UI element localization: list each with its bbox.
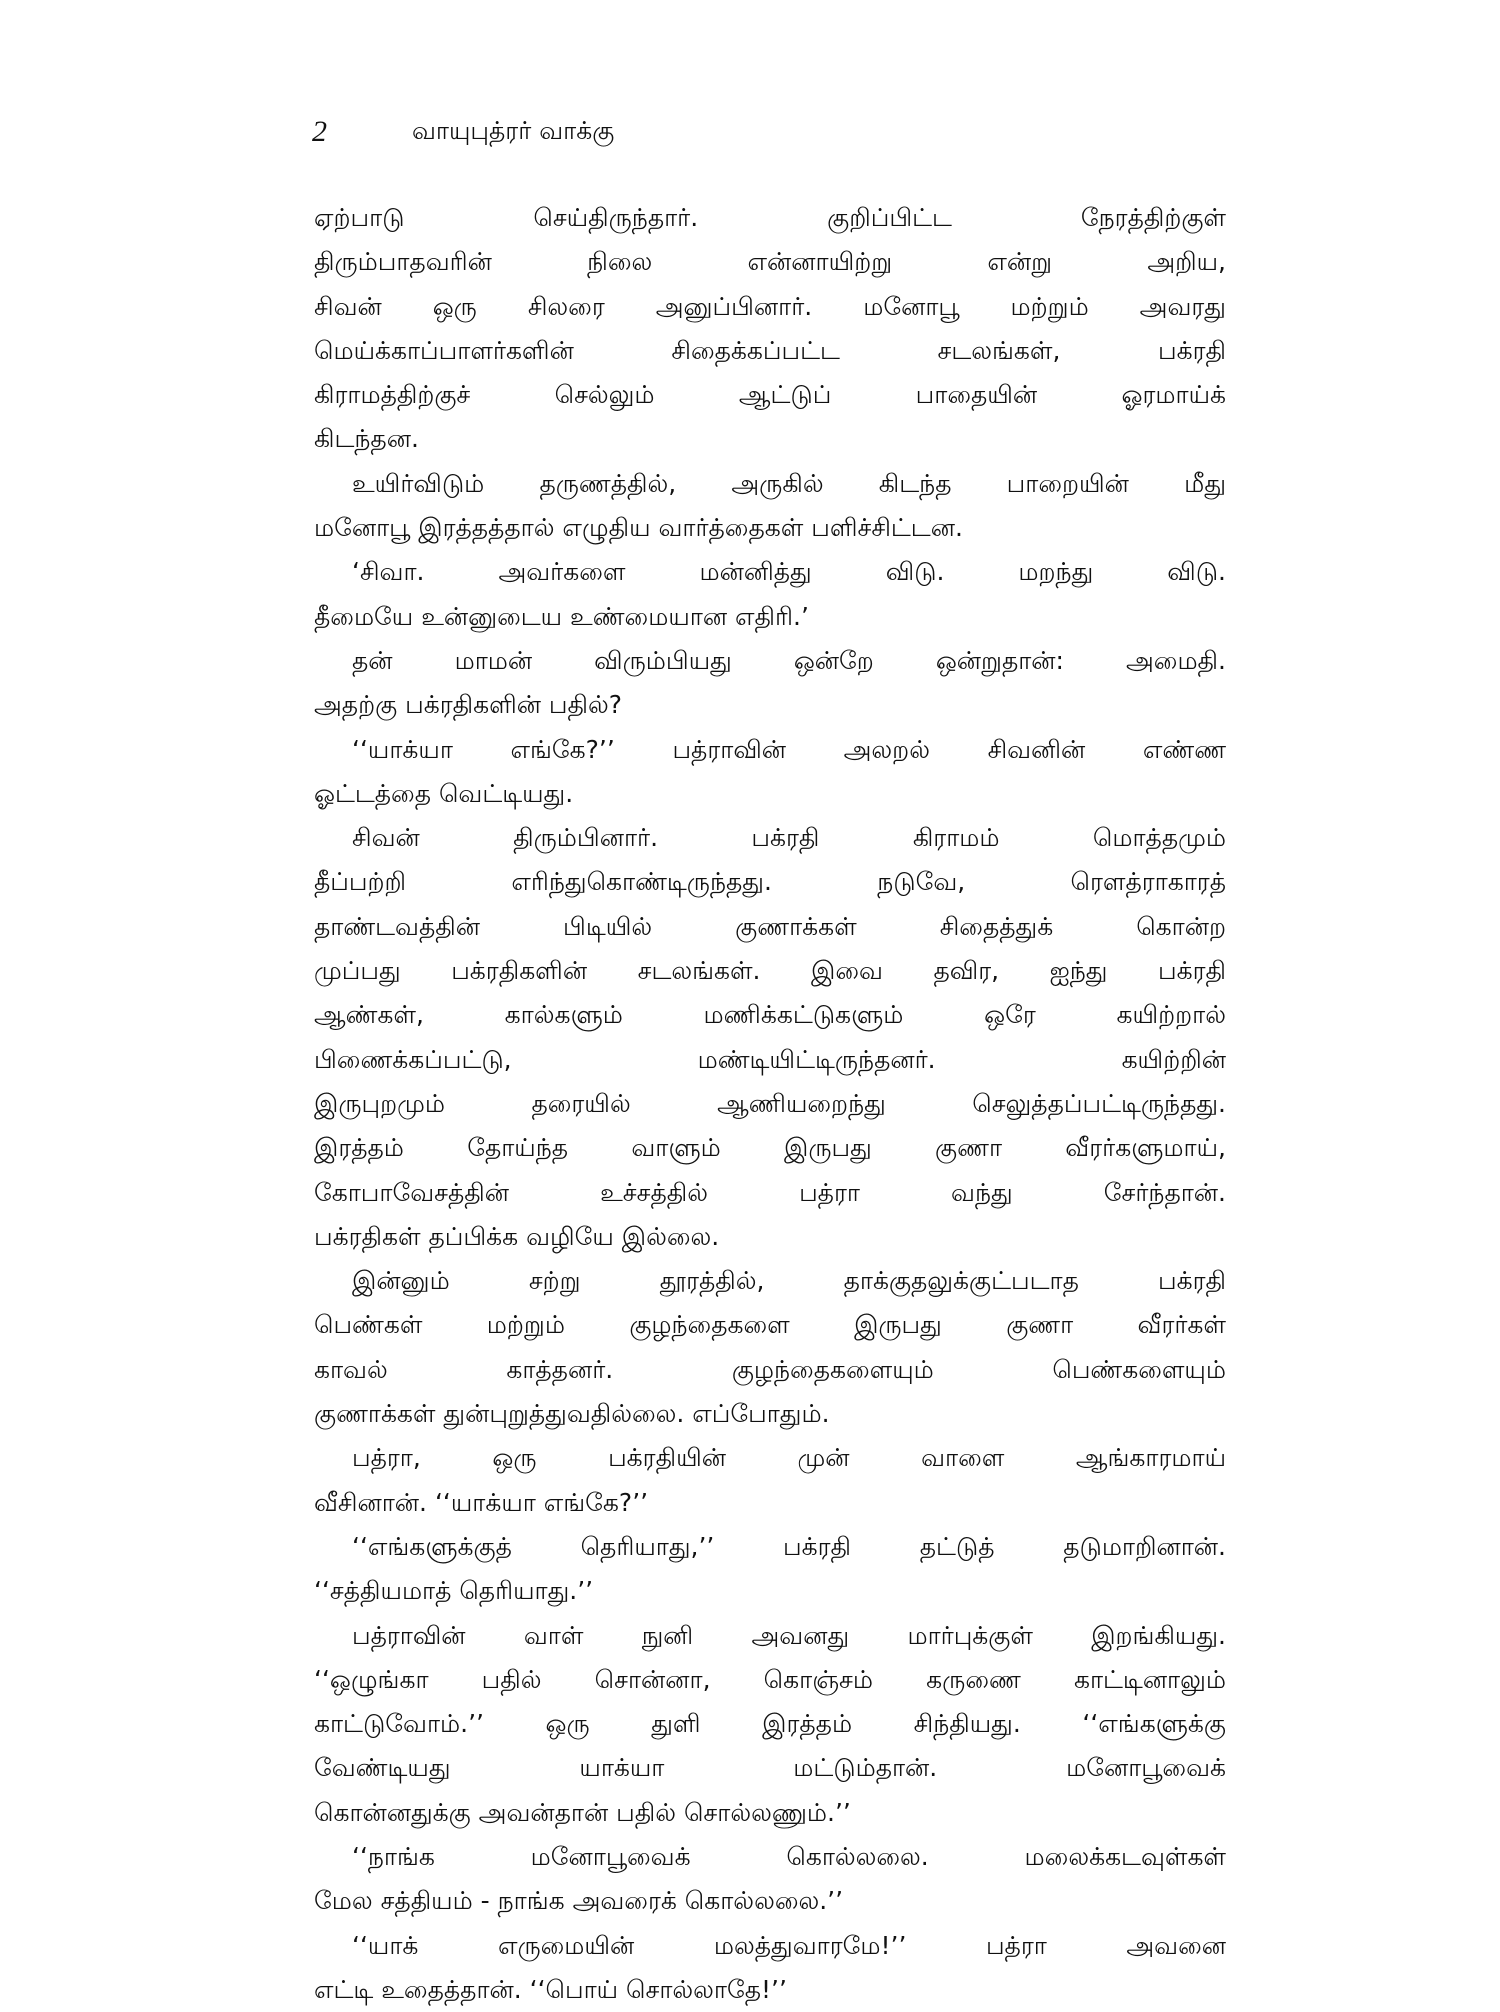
paragraph	[314, 728, 1226, 817]
text-line: கிடந்தன.	[314, 424, 419, 454]
text-line: ‘‘யாக் எருமையின் மலத்துவாரமே!’’ பத்ரா அவனை	[352, 1930, 1226, 1960]
paragraph	[314, 1525, 1226, 1614]
text-line: பத்ராவின் வாள் நுனி அவனது மார்புக்குள் இறங்கியது.	[352, 1620, 1226, 1650]
text-line: சிவன் திரும்பினார். பக்ரதி கிராமம் மொத்தமும்	[352, 823, 1226, 853]
text-line: கிராமத்திற்குச் செல்லும் ஆட்டுப் பாதையின் ஓரமாய்க்	[314, 380, 1226, 410]
text-line: தாண்டவத்தின் பிடியில் குணாக்கள் சிதைத்துக் கொன்ற	[314, 911, 1226, 941]
text-line: திரும்பாதவரின் நிலை என்னாயிற்று என்று அறிய,	[314, 247, 1226, 277]
text-line: உயிர்விடும் தருணத்தில், அருகில் கிடந்த பாறையின் மீது	[352, 468, 1226, 498]
text-line: தீமையே உன்னுடைய உண்மையான எதிரி.’	[314, 601, 809, 631]
text-line: தன் மாமன் விரும்பியது ஒன்றே ஒன்றுதான்: அமைதி.	[352, 645, 1226, 675]
text-line: இரத்தம் தோய்ந்த வாளும் இருபது குணா வீரர்களுமாய்,	[314, 1133, 1226, 1163]
paragraph	[314, 462, 1226, 551]
paragraph	[314, 1835, 1226, 1924]
paragraph	[314, 816, 1226, 1259]
text-line: ஓட்டத்தை வெட்டியது.	[314, 778, 574, 808]
text-line: முப்பது பக்ரதிகளின் சடலங்கள். இவை தவிர, ஐந்து பக்ரதி	[314, 956, 1226, 986]
text-line: மேல சத்தியம் - நாங்க அவரைக் கொல்லலை.’’	[314, 1886, 844, 1916]
page-number: 2	[312, 115, 327, 148]
paragraph	[314, 639, 1226, 728]
text-line: பெண்கள் மற்றும் குழந்தைகளை இருபது குணா வீரர்கள்	[314, 1310, 1226, 1340]
paragraph	[314, 550, 1226, 639]
text-line: ‘சிவா. அவர்களை மன்னித்து விடு. மறந்து விடு.	[352, 557, 1226, 587]
body-text	[314, 196, 1226, 2012]
paragraph	[314, 1259, 1226, 1436]
text-line: மெய்க்காப்பாளர்களின் சிதைக்கப்பட்ட சடலங்கள், பக்ரதி	[314, 335, 1226, 365]
text-line: பிணைக்கப்பட்டு, மண்டியிட்டிருந்தனர். கயிற்றின்	[314, 1044, 1226, 1074]
text-line: ஆண்கள், கால்களும் மணிக்கட்டுகளும் ஒரே கயிற்றால்	[314, 1000, 1226, 1030]
text-line: ‘‘யாக்யா எங்கே?’’ பத்ராவின் அலறல் சிவனின் எண்ண	[352, 734, 1226, 764]
text-line: காவல் காத்தனர். குழந்தைகளையும் பெண்களையும்	[314, 1354, 1226, 1384]
paragraph	[314, 196, 1226, 462]
paragraph	[314, 1614, 1226, 1835]
running-title: வாயுபுத்ரர் வாக்கு	[412, 115, 615, 145]
text-line: தீப்பற்றி எரிந்துகொண்டிருந்தது. நடுவே, ரௌத்ராகாரத்	[314, 867, 1226, 897]
text-line: ‘‘சத்தியமாத் தெரியாது.’’	[314, 1576, 594, 1606]
text-line: குணாக்கள் துன்புறுத்துவதில்லை. எப்போதும்.	[314, 1399, 830, 1429]
text-line: அதற்கு பக்ரதிகளின் பதில்?	[314, 690, 623, 720]
text-line: பக்ரதிகள் தப்பிக்க வழியே இல்லை.	[314, 1221, 720, 1251]
text-line: இருபுறமும் தரையில் ஆணியறைந்து செலுத்தப்பட்டிருந்தது.	[314, 1088, 1226, 1118]
paragraph	[314, 1436, 1226, 1525]
text-line: வேண்டியது யாக்யா மட்டும்தான். மனோபூவைக்	[314, 1753, 1226, 1783]
text-line: சிவன் ஒரு சிலரை அனுப்பினார். மனோபூ மற்றும் அவரது	[314, 291, 1226, 321]
text-line: கோபாவேசத்தின் உச்சத்தில் பத்ரா வந்து சேர்ந்தான்.	[314, 1177, 1226, 1207]
text-line: பத்ரா, ஒரு பக்ரதியின் முன் வாளை ஆங்காரமாய்	[352, 1443, 1226, 1473]
paragraph	[314, 1924, 1226, 2012]
text-line: ‘‘எங்களுக்குத் தெரியாது,’’ பக்ரதி தட்டுத் தடுமாறினான்.	[352, 1531, 1226, 1561]
text-line: கொன்னதுக்கு அவன்தான் பதில் சொல்லணும்.’’	[314, 1797, 851, 1827]
text-line: இன்னும் சற்று தூரத்தில், தாக்குதலுக்குட்படாத பக்ரதி	[352, 1266, 1226, 1296]
text-line: ‘‘நாங்க மனோபூவைக் கொல்லலை. மலைக்கடவுள்கள்	[352, 1841, 1226, 1871]
text-line: வீசினான். ‘‘யாக்யா எங்கே?’’	[314, 1487, 649, 1517]
text-line: காட்டுவோம்.’’ ஒரு துளி இரத்தம் சிந்தியது. ‘‘எங்களுக்கு	[314, 1709, 1226, 1739]
text-line: ‘‘ஒழுங்கா பதில் சொன்னா, கொஞ்சம் கருணை காட்டினாலும்	[314, 1664, 1226, 1694]
text-line: ஏற்பாடு செய்திருந்தார். குறிப்பிட்ட நேரத்திற்குள்	[314, 203, 1226, 232]
page-header	[312, 112, 614, 152]
text-line: எட்டி உதைத்தான். ‘‘பொய் சொல்லாதே!’’	[314, 1974, 787, 2004]
text-line: மனோபூ இரத்தத்தால் எழுதிய வார்த்தைகள் பளிச்சிட்டன.	[314, 513, 963, 543]
